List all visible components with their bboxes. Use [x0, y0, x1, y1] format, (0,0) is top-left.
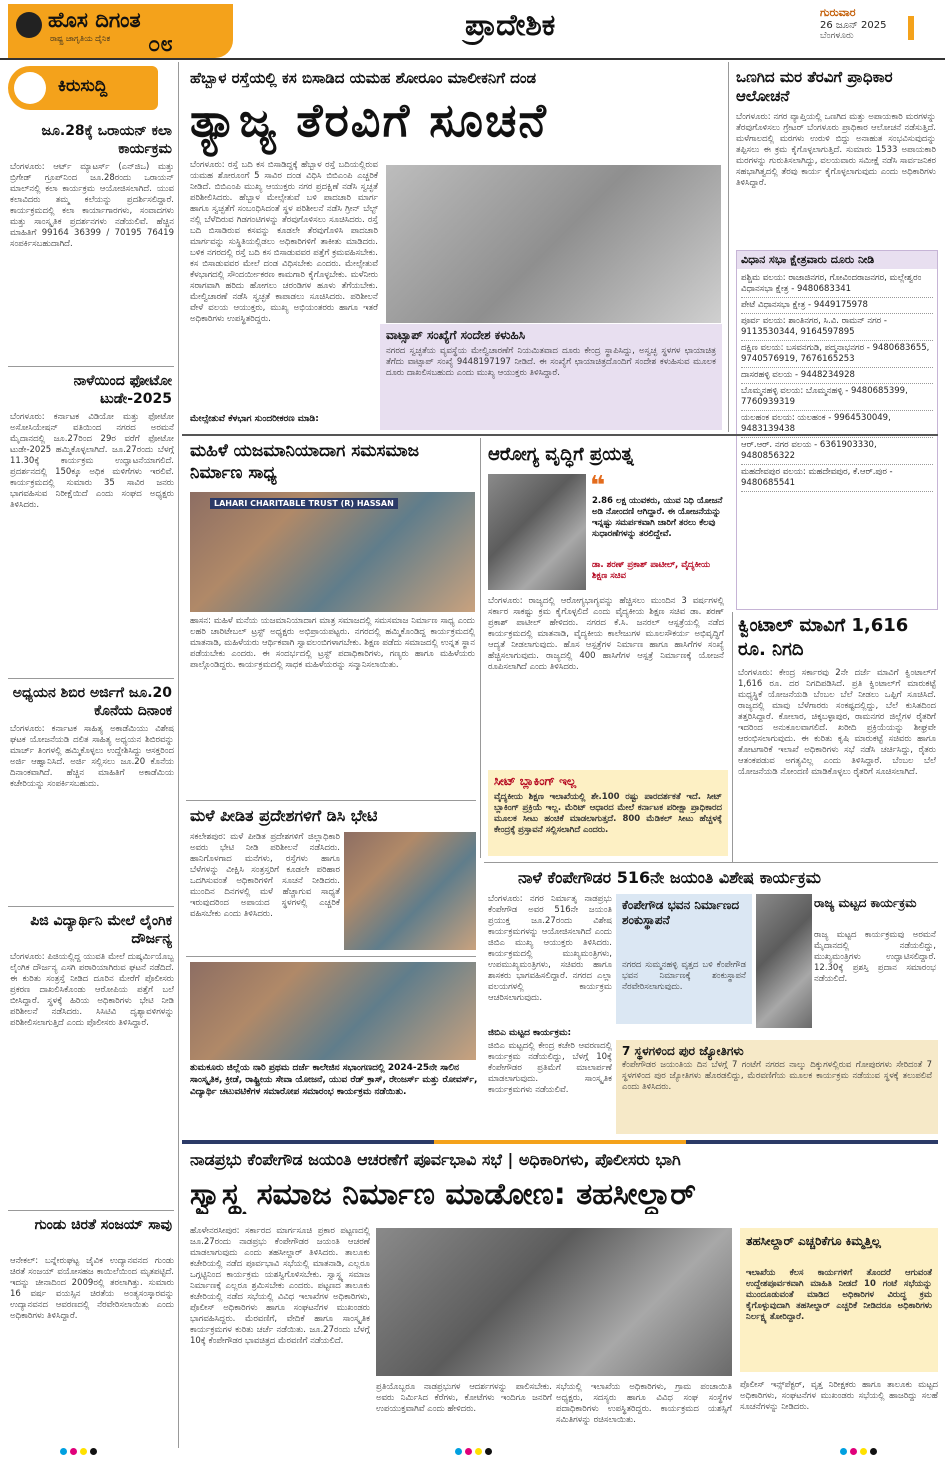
rain-body: ಸಕಲೇಶಪುರ: ಮಳೆ ಪೀಡಿತ ಪ್ರದೇಶಗಳಿಗೆ ಜಿಲ್ಲಾಧಿಕಾರಿ ಅವರು ಭೇಟಿ ನೀಡಿ ಪರಿಶೀಲನೆ ನಡೆಸಿದರು. ಹಾನಿಗೊಳಗಾದ ಮನೆಗಳು, ರಸ್ತೆಗಳು ಹಾಗೂ ಬೆಳೆಗಳನ್ನು ವೀಕ್ಷಿಸಿ ಸಂತ್ರಸ್ತರಿಗೆ ಕೂಡಲೇ ಪರಿಹಾರ ಒದಗಿಸುವಂತೆ ಅಧಿಕಾರಿಗಳಿಗೆ ಸೂಚನೆ ನೀಡಿದರು. ಮುಂದಿನ ದಿನಗಳಲ್ಲಿ ಮಳೆ ಹೆಚ್ಚಾಗುವ ಸಾಧ್ಯತೆ ಇರುವುದರಿಂದ ಅಪಾಯದ ಸ್ಥಳಗಳಲ್ಲಿ ಎಚ್ಚರಿಕೆ ವಹಿಸಬೇಕು ಎಂದು ತಿಳಿಸಿದರು. — [190, 832, 340, 919]
divider — [186, 800, 476, 801]
minister-quote — [590, 471, 726, 592]
complaint-box-title: ವಿಧಾನ ಸಭಾ ಕ್ಷೇತ್ರವಾರು ದೂರು ನೀಡಿ — [737, 251, 937, 269]
black-dot — [485, 1448, 492, 1455]
kempegowda-statue-photo — [756, 894, 812, 1028]
cyan-dot — [455, 1448, 462, 1455]
divider — [8, 366, 174, 367]
paper-tagline: ರಾಷ್ಟ್ರ ಜಾಗೃತಿಯ ದೈನಿಕ — [50, 34, 111, 43]
brief-4-title: ಪಿಜಿ ವಿದ್ಯಾರ್ಥಿನಿ ಮೇಲೆ ಲೈಂಗಿಕ ದೌರ್ಜನ್ಯ — [30, 913, 172, 947]
brief-1-title: ಜೂ.28ಕ್ಕೆ ಒರಾಯನ್ ಕಲಾ ಕಾರ್ಯಕ್ರಮ — [41, 123, 172, 157]
column-rule — [732, 612, 733, 862]
section-title: ಪ್ರಾದೇಶಿಕ — [465, 8, 556, 43]
college-caption: ತುಮಕೂರು ಜಿಲ್ಲೆಯ ನಾರಿ ಪ್ರಥಮ ದರ್ಜೆ ಕಾಲೇಜಿನ ಸಭಾಂಗಣದಲ್ಲಿ 2024-25ನೇ ಸಾಲಿನ ಸಾಂಸ್ಕೃತಿಕ, ಕ್ರೀಡೆ, ರಾಷ್ಟ್ರೀಯ ಸೇವಾ ಯೋಜನೆ, ಯುವ ರೆಡ್ ಕ್ರಾಸ್, ರೇಂಜರ್ಸ್ ಮತ್ತು ರೋವರ್ಸ್, ವಿದ್ಯಾರ್ಥಿ ಚಟುವಟಿಕೆಗಳ ಸಮಾರೋಪ ಸಮಾರಂಭ ಕಾರ್ಯಕ್ರಮ ನಡೆಯಿತು. — [190, 1063, 478, 1097]
divider — [8, 678, 174, 679]
brief-1-body: ಬೆಂಗಳೂರು: ಆರ್ಟ್ ಮ್ಯಾಟರ್ಸ್ (ಎನ್‌ಜಿಒ) ಮತ್ತು ಬ್ರಿಗೇಡ್ ಗ್ರೂಪ್‌ನಿಂದ ಜೂ.28ರಂದು ಒರಾಯನ್ ಮಾಲ್‌ನಲ್ಲಿ ಕಲಾ ಕಾರ್ಯಕ್ರಮ ಆಯೋಜಿಸಲಾಗಿದೆ. ಯುವ ಕಲಾವಿದರು ತಮ್ಮ ಕಲೆಯನ್ನು ಪ್ರದರ್ಶಿಸಲಿದ್ದಾರೆ. ಕಾರ್ಯಕ್ರಮದಲ್ಲಿ ಕಲಾ ಕಾರ್ಯಾಗಾರಗಳು, ಸಂವಾದಗಳು ಮತ್ತು ಸಾಂಸ್ಕೃತಿಕ ಪ್ರದರ್ಶನಗಳು ನಡೆಯಲಿವೆ. ಹೆಚ್ಚಿನ ಮಾಹಿತಿಗೆ 99164 36399 / 70195 76419 ಸಂಪರ್ಕಿಸಬಹುದಾಗಿದೆ. — [10, 162, 174, 249]
whatsapp-title: ವಾಟ್ಸಾಪ್ ಸಂಖ್ಯೆಗೆ ಸಂದೇಶ ಕಳುಹಿಸಿ — [386, 328, 526, 342]
jyothi-title: 7 ಸ್ಥಳಗಳಿಂದ ಪುರ ಜ್ಯೋತಿಗಳು — [622, 1044, 744, 1058]
seat-box-body: ವೈದ್ಯಕೀಯ ಶಿಕ್ಷಣ ಇಲಾಖೆಯಲ್ಲಿ ಶೇ.100 ರಷ್ಟು ಪಾರದರ್ಶಕತೆ ಇದೆ. ಸೀಟ್ ಬ್ಲಾಕಿಂಗ್ ಪ್ರಕ್ರಿಯೆ ಇಲ್ಲ. ಮೆರಿಟ್ ಆಧಾರದ ಮೇಲೆ ಕರ್ನಾಟಕ ಪರೀಕ್ಷಾ ಪ್ರಾಧಿಕಾರದ ಮೂಲಕ ಸೀಟು ಹಂಚಿಕೆ ಮಾಡಲಾಗುತ್ತದೆ. 800 ಮೆಡಿಕಲ್ ಸೀಟು ಹೆಚ್ಚಳಕ್ಕೆ ಕೇಂದ್ರಕ್ಕೆ ಪ್ರಸ್ತಾವನೆ ಸಲ್ಲಿಸಲಾಗಿದೆ ಎಂದರು. — [494, 792, 722, 835]
city-label: ಬೆಂಗಳೂರು — [820, 31, 854, 41]
complaint-row: ಪಶ್ಚಿಮ ವಲಯ: ರಾಜಾಜಿನಗರ, ಗೋವಿಂದರಾಜನಗರ, ಮಲ್ಲೇಶ್ವರಂ ವಿಧಾನಸಭಾ ಕ್ಷೇತ್ರ - 9480683341 — [741, 271, 933, 298]
arogya-body: ಬೆಂಗಳೂರು: ರಾಜ್ಯದಲ್ಲಿ ಆರೋಗ್ಯಭಾಗ್ಯವನ್ನು ಹೆಚ್ಚಿಸಲು ಮುಂದಿನ 3 ವರ್ಷಗಳಲ್ಲಿ ಸರ್ಕಾರ ಸಾಕಷ್ಟು ಕ್ರಮ ಕೈಗೊಳ್ಳಲಿದೆ ಎಂದು ವೈದ್ಯಕೀಯ ಶಿಕ್ಷಣ ಸಚಿವ ಡಾ. ಶರಣ್ ಪ್ರಕಾಶ್ ಪಾಟೀಲ್ ಹೇಳಿದರು. ನಗರದ ಕೆ.ಸಿ. ಜನರಲ್ ಆಸ್ಪತ್ರೆಯಲ್ಲಿ ನಡೆದ ಕಾರ್ಯಕ್ರಮದಲ್ಲಿ ಮಾತನಾಡಿ, ವೈದ್ಯಕೀಯ ಕಾಲೇಜುಗಳ ಮೂಲಸೌಕರ್ಯ ಅಭಿವೃದ್ಧಿಗೆ ಆದ್ಯತೆ ನೀಡಲಾಗುವುದು. ಹೊಸ ಆಸ್ಪತ್ರೆಗಳ ನಿರ್ಮಾಣ ಹಾಗೂ ಹಾಸಿಗೆಗಳ ಸಂಖ್ಯೆ ಹೆಚ್ಚಿಸಲಾಗುವುದು. ರಾಜ್ಯದಲ್ಲಿ 400 ಹಾಸಿಗೆಗಳ ಆಸ್ಪತ್ರೆ ನಿರ್ಮಾಣಕ್ಕೆ ಯೋಜನೆ ರೂಪಿಸಲಾಗಿದೆ ಎಂದು ತಿಳಿಸಿದರು. — [488, 596, 724, 672]
warning-body: ಇಲಾಖೆಯ ಕೆಲಸ ಕಾರ್ಯಗಳಿಗೆ ತೊಂದರೆ ಆಗುವಂತೆ ಉದ್ದೇಶಪೂರ್ವಕವಾಗಿ ಮಾಹಿತಿ ನೀಡದೆ 10 ಗಂಟೆ ಸಭೆಯನ್ನು ಮುಂದೂಡುವಂತೆ ಮಾಡಿದ ಅಧಿಕಾರಿಗಳ ವಿರುದ್ಧ ಕ್ರಮ ಕೈಗೊಳ್ಳುವುದಾಗಿ ತಹಸೀಲ್ದಾರ್ ಎಚ್ಚರಿಕೆ ನೀಡಿದರೂ ಅಧಿಕಾರಿಗಳು ನಿರ್ಲಕ್ಷ್ಯ ತೋರಿದ್ದಾರೆ. — [746, 1268, 932, 1322]
jyothi-body: ಕೆಂಪೇಗೌಡರ ಜಯಂತಿಯ ದಿನ ಬೆಳಗ್ಗೆ 7 ಗಂಟೆಗೆ ನಗರದ ನಾಲ್ಕು ದಿಕ್ಕುಗಳಲ್ಲಿರುವ ಗೋಪುರಗಳು ಸೇರಿದಂತೆ 7 ಸ್ಥಳಗಳಿಂದ ಪುರ ಜ್ಯೋತಿಗಳು ಹೊರಡಲಿದ್ದು, ಮೆರವಣಿಗೆಯ ಮೂಲಕ ಕಾರ್ಯಕ್ರಮ ನಡೆಯುವ ಸ್ಥಳಕ್ಕೆ ತಲುಪಲಿವೆ ಎಂದು ತಿಳಿಸಿದರು. — [622, 1060, 932, 1092]
color-bar-seg — [686, 1140, 938, 1144]
complaint-row: ಪೇಟೆ ವಿಧಾನಸಭಾ ಕ್ಷೇತ್ರ - 9449175978 — [741, 298, 933, 314]
brief-2-body: ಬೆಂಗಳೂರು: ಕರ್ನಾಟಕ ವಿಡಿಯೋ ಮತ್ತು ಫೋಟೋ ಅಸೋಸಿಯೇಷನ್ ವತಿಯಿಂದ ನಗರದ ಅರಮನೆ ಮೈದಾನದಲ್ಲಿ ಜೂ.27ರಿಂದ 29ರ ವರೆಗೆ ಫೋಟೋ ಟುಡೇ-2025 ಹಮ್ಮಿಕೊಳ್ಳಲಾಗಿದೆ. ಜೂ.27ರಂದು ಬೆಳಗ್ಗೆ 11.30ಕ್ಕೆ ಕಾರ್ಯಕ್ರಮ ಉದ್ಘಾಟನೆಯಾಗಲಿದೆ. ಪ್ರದರ್ಶನದಲ್ಲಿ 150ಕ್ಕೂ ಅಧಿಕ ಮಳಿಗೆಗಳು ಇರಲಿವೆ. ಕಾರ್ಯಕ್ರಮದಲ್ಲಿ ಸುಮಾರು 35 ಸಾವಿರ ಜನರು ಭಾಗವಹಿಸುವ ನಿರೀಕ್ಷೆಯಿದೆ ಎಂದು ಸಂಘದ ಅಧ್ಯಕ್ಷರು ತಿಳಿಸಿದರು. — [10, 412, 174, 510]
yellow-dot — [860, 1448, 867, 1455]
quote-icon: ❝ — [590, 471, 606, 501]
divider — [484, 862, 938, 863]
whatsapp-box — [380, 324, 722, 430]
quote-text: 2.86 ಲಕ್ಷ ಯುವಕರು, ಯುವ ನಿಧಿ ಯೋಜನೆ ಅಡಿ ನೋಂದಣಿ ಆಗಿದ್ದಾರೆ. ಈ ಯೋಜನೆಯನ್ನು ಇನ್ನಷ್ಟು ಸಮರ್ಪಕವಾಗಿ ಜಾರಿಗೆ ತರಲು ಕೆಲವು ಸುಧಾರಣೆಗಳನ್ನು ತರಲಿದ್ದೇವೆ. — [592, 496, 723, 539]
rain-title: ಮಳೆ ಪೀಡಿತ ಪ್ರದೇಶಗಳಿಗೆ ಡಿಸಿ ಭೇಟಿ — [190, 806, 378, 825]
brief-2-title: ನಾಳೆಯಿಂದ ಫೋಟೋ ಟುಡೇ-2025 — [73, 373, 172, 407]
yajamani-title: ಮಹಿಳೆ ಯಜಮಾನಿಯಾದಾಗ ಸಮಸಮಾಜ ನಿರ್ಮಾಣ ಸಾಧ್ಯ — [190, 441, 420, 483]
kirusuddi-label: ಕಿರುಸುದ್ದಿ — [58, 76, 108, 96]
bottom-body-3: ಪ್ರತಿಯೊಬ್ಬರೂ ನಾಡಪ್ರಭುಗಳ ಆದರ್ಶಗಳನ್ನು ಪಾಲಿಸಬೇಕು. ಅವರು ನಿರ್ಮಿಸಿದ ಕೆರೆಗಳು, ಕೋಟೆಗಳು ಇಂದಿಗೂ ಜನರಿಗೆ ಉಪಯುಕ್ತವಾಗಿವೆ ಎಂದು ಹೇಳಿದರು. — [376, 1382, 552, 1414]
yellow-dot — [80, 1448, 87, 1455]
column-rule — [728, 62, 729, 432]
kempegowda-title: ನಾಳೆ ಕೆಂಪೇಗೌಡರ 516ನೇ ಜಯಂತಿ ವಿಶೇಷ ಕಾರ್ಯಕ್ರಮ — [518, 868, 821, 887]
complaint-list — [737, 269, 937, 494]
kempegowda-body: ಬೆಂಗಳೂರು: ನಗರ ನಿರ್ಮಾತೃ ನಾಡಪ್ರಭು ಕೆಂಪೇಗೌಡ ಅವರ 516ನೇ ಜಯಂತಿ ಪ್ರಯುಕ್ತ ಜೂ.27ರಂದು ವಿಶೇಷ ಕಾರ್ಯಕ್ರಮಗಳನ್ನು ಆಯೋಜಿಸಲಾಗಿದೆ ಎಂದು ಜಿಬಿಎ ಮುಖ್ಯ ಆಯುಕ್ತರು ತಿಳಿಸಿದರು. ಕಾರ್ಯಕ್ರಮದಲ್ಲಿ ಮುಖ್ಯಮಂತ್ರಿಗಳು, ಉಪಮುಖ್ಯಮಂತ್ರಿಗಳು, ಸಚಿವರು ಹಾಗೂ ಶಾಸಕರು ಭಾಗವಹಿಸಲಿದ್ದಾರೆ. ನಗರದ ಎಲ್ಲಾ ವಲಯಗಳಲ್ಲಿ ಕಾರ್ಯಕ್ರಮ ಆಚರಿಸಲಾಗುವುದು. — [488, 894, 612, 1003]
whatsapp-body: ನಗರದ ಸ್ವಚ್ಛತೆಯ ವ್ಯವಸ್ಥೆಯ ಮೇಲ್ವಿಚಾರಣೆಗೆ ನಿಯಮಿತವಾದ ದೂರು ಕೇಂದ್ರ ಸ್ಥಾಪಿಸಿದ್ದು, ಅಸ್ವಚ್ಛ ಸ್ಥಳಗಳ ಛಾಯಾಚಿತ್ರ ತೆಗೆದು ವಾಟ್ಸಾಪ್ ಸಂಖ್ಯೆ 9448197197 ನೀಡಿದೆ. ಈ ಸಂಖ್ಯೆಗೆ ಛಾಯಾಚಿತ್ರದೊಂದಿಗೆ ಸಂದೇಶ ಕಳುಹಿಸುವ ಮೂಲಕ ದೂರು ದಾಖಲಿಸಬಹುದು ಎಂದು ಮುಖ್ಯ ಆಯುಕ್ತರು ತಿಳಿಸಿದ್ದಾರೆ. — [386, 346, 716, 378]
bottom-body-4: ಸಭೆಯಲ್ಲಿ ಇಲಾಖೆಯ ಅಧಿಕಾರಿಗಳು, ಗ್ರಾಮ ಪಂಚಾಯಿತಿ ಅಧ್ಯಕ್ಷರು, ಸದಸ್ಯರು ಹಾಗೂ ವಿವಿಧ ಸಂಘ ಸಂಸ್ಥೆಗಳ ಪದಾಧಿಕಾರಿಗಳು ಉಪಸ್ಥಿತರಿದ್ದರು. ಕಾರ್ಯಕ್ರಮದ ಯಶಸ್ಸಿಗೆ ಸಮಿತಿಗಳನ್ನು ರಚಿಸಲಾಯಿತು. — [556, 1382, 732, 1425]
newspaper-logo — [8, 4, 233, 58]
color-bar-seg — [182, 1140, 434, 1144]
lead-kicker: ಹೆಬ್ಬಾಳ ರಸ್ತೆಯಲ್ಲಿ ಕಸ ಬಿಸಾಡಿದ ಯಮಹ ಶೋರೂಂ ಮಾಲೀಕನಿಗೆ ದಂಡ — [190, 69, 537, 87]
yajamani-body: ಹಾಸನ: ಮಹಿಳೆ ಮನೆಯ ಯಜಮಾನಿಯಾದಾಗ ಮಾತ್ರ ಸಮಾಜದಲ್ಲಿ ಸಮಸಮಾಜ ನಿರ್ಮಾಣ ಸಾಧ್ಯ ಎಂದು ಲಹರಿ ಚಾರಿಟೇಬಲ್ ಟ್ರಸ್ಟ್ ಅಧ್ಯಕ್ಷರು ಅಭಿಪ್ರಾಯಪಟ್ಟರು. ನಗರದಲ್ಲಿ ಹಮ್ಮಿಕೊಂಡಿದ್ದ ಕಾರ್ಯಕ್ರಮದಲ್ಲಿ ಮಾತನಾಡಿ, ಮಹಿಳೆಯರು ಆರ್ಥಿಕವಾಗಿ ಸ್ವಾವಲಂಬಿಗಳಾಗಬೇಕು. ಶಿಕ್ಷಣ ಪಡೆದು ಸಮಾಜದಲ್ಲಿ ಉನ್ನತ ಸ್ಥಾನ ಪಡೆಯಬೇಕು ಎಂದರು. ಈ ಸಂದರ್ಭದಲ್ಲಿ ಟ್ರಸ್ಟ್ ಪದಾಧಿಕಾರಿಗಳು, ಗಣ್ಯರು ಹಾಗೂ ಮಹಿಳೆಯರು ಪಾಲ್ಗೊಂಡಿದ್ದರು. ಕಾರ್ಯಕ್ರಮದಲ್ಲಿ ಸಾಧಕ ಮಹಿಳೆಯರನ್ನು ಸನ್ಮಾನಿಸಲಾಯಿತು. — [190, 616, 475, 670]
college-event-photo — [190, 962, 476, 1060]
state-event-title: ರಾಜ್ಯ ಮಟ್ಟದ ಕಾರ್ಯಕ್ರಮ — [814, 896, 917, 910]
complaint-row: ಬೊಮ್ಮನಹಳ್ಳಿ ವಲಯ: ಬೊಮ್ಮನಹಳ್ಳಿ - 9480685399, 7760939319 — [741, 384, 933, 411]
cyan-dot — [840, 1448, 847, 1455]
bottom-body-1: ಹೊಳೇನರಸೀಪುರ: ಸರ್ಕಾರದ ಮಾರ್ಗಸೂಚಿ ಪ್ರಕಾರ ಪಟ್ಟಣದಲ್ಲಿ ಜೂ.27ರಂದು ನಾಡಪ್ರಭು ಕೆಂಪೇಗೌಡರ ಜಯಂತಿ ಆಚರಣೆ ಮಾಡಲಾಗುವುದು ಎಂದು ತಹಸೀಲ್ದಾರ್ ತಿಳಿಸಿದರು. ತಾಲೂಕು ಕಚೇರಿಯಲ್ಲಿ ನಡೆದ ಪೂರ್ವಭಾವಿ ಸಭೆಯಲ್ಲಿ ಮಾತನಾಡಿ, ಎಲ್ಲರೂ ಒಗ್ಗಟ್ಟಿನಿಂದ ಕಾರ್ಯಕ್ರಮ ಯಶಸ್ವಿಗೊಳಿಸಬೇಕು. ಸ್ವಾಸ್ಥ್ಯ ಸಮಾಜ ನಿರ್ಮಾಣಕ್ಕೆ ಎಲ್ಲರೂ ಶ್ರಮಿಸಬೇಕು ಎಂದರು. ಪಟ್ಟಣದ ತಾಲೂಕು ಕಚೇರಿಯಲ್ಲಿ ನಡೆದ ಸಭೆಯಲ್ಲಿ ವಿವಿಧ ಇಲಾಖೆಗಳ ಅಧಿಕಾರಿಗಳು, ಪೊಲೀಸ್ ಅಧಿಕಾರಿಗಳು ಹಾಗೂ ಸಂಘಟನೆಗಳ ಮುಖಂಡರು ಭಾಗವಹಿಸಿದ್ದರು. ಮೆರವಣಿಗೆ, ವೇದಿಕೆ ಹಾಗೂ ಸಾಂಸ್ಕೃತಿಕ ಕಾರ್ಯಕ್ರಮಗಳ ಕುರಿತು ಚರ್ಚೆ ನಡೆಯಿತು. ಜೂ.27ರಂದು ಬೆಳಗ್ಗೆ 10ಕ್ಕೆ ಕೆಂಪೇಗೌಡರ ಭಾವಚಿತ್ರದ ಮೆರವಣಿಗೆ ನಡೆಯಲಿದೆ. — [190, 1226, 370, 1346]
mango-body: ಬೆಂಗಳೂರು: ಕೇಂದ್ರ ಸರ್ಕಾರವು 2ನೇ ದರ್ಜೆ ಮಾವಿಗೆ ಕ್ವಿಂಟಾಲ್‌ಗೆ 1,616 ರೂ. ದರ ನಿಗದಿಪಡಿಸಿದೆ. ಪ್ರತಿ ಕ್ವಿಂಟಾಲ್‌ಗೆ ಮಾರುಕಟ್ಟೆ ಮಧ್ಯಸ್ಥಿಕೆ ಯೋಜನೆಯಡಿ ಬೆಂಬಲ ಬೆಲೆ ನೀಡಲು ಒಪ್ಪಿಗೆ ಸೂಚಿಸಿದೆ. ರಾಜ್ಯದಲ್ಲಿ ಮಾವು ಬೆಳೆಗಾರರು ಸಂಕಷ್ಟದಲ್ಲಿದ್ದು, ಬೆಲೆ ಕುಸಿತದಿಂದ ತತ್ತರಿಸಿದ್ದಾರೆ. ಕೋಲಾರ, ಚಿಕ್ಕಬಳ್ಳಾಪುರ, ರಾಮನಗರ ಜಿಲ್ಲೆಗಳ ರೈತರಿಗೆ ಇದರಿಂದ ಅನುಕೂಲವಾಗಲಿದೆ. ಖರೀದಿ ಪ್ರಕ್ರಿಯೆಯನ್ನು ಶೀಘ್ರವೇ ಆರಂಭಿಸಲಾಗುವುದು. ಈ ಕುರಿತು ಕೃಷಿ ಮಾರುಕಟ್ಟೆ ಸಚಿವರು ಹಾಗೂ ತೋಟಗಾರಿಕೆ ಇಲಾಖೆ ಅಧಿಕಾರಿಗಳು ಸಭೆ ನಡೆಸಿ ಚರ್ಚಿಸಿದ್ದು, ರೈತರು ಆತಂಕಪಡುವ ಅಗತ್ಯವಿಲ್ಲ ಎಂದು ತಿಳಿಸಿದ್ದಾರೆ. ಬೆಂಬಲ ಬೆಲೆ ಯೋಜನೆಯಡಿ ನೋಂದಣಿ ಮಾಡಿಕೊಳ್ಳಲು ರೈತರಿಗೆ ಸೂಚಿಸಲಾಗಿದೆ. — [738, 668, 936, 777]
cyan-dot — [60, 1448, 67, 1455]
bhavana-box — [616, 894, 752, 1024]
bottom-kicker: ನಾಡಪ್ರಭು ಕೆಂಪೇಗೌಡ ಜಯಂತಿ ಆಚರಣೆಗೆ ಪೂರ್ವಭಾವಿ ಸಭೆ | ಅಧಿಕಾರಿಗಳು, ಪೊಲೀಸರು ಭಾಗಿ — [190, 1150, 681, 1169]
complaint-row: ಯಲಹಂಕ ವಲಯ: ಯಲಹಂಕ - 9964530049, 9483139438 — [741, 411, 933, 438]
divider — [8, 906, 174, 907]
section-divider — [182, 434, 938, 436]
lead-subhead: ಮೇಲ್ಸೇತುವೆ ಕೆಳಭಾಗ ಸುಂದರೀಕರಣ ಮಾಡಿ: — [190, 414, 319, 424]
kempegowda-body-2: ಜಿಬಿಎ ಮಟ್ಟದಲ್ಲಿ ಕೇಂದ್ರ ಕಚೇರಿ ಆವರಣದಲ್ಲಿ ಕಾರ್ಯಕ್ರಮ ನಡೆಯಲಿದ್ದು, ಬೆಳಗ್ಗೆ 10ಕ್ಕೆ ಕೆಂಪೇಗೌಡರ ಪ್ರತಿಮೆಗೆ ಮಾಲಾರ್ಪಣೆ ಮಾಡಲಾಗುವುದು. ಸಾಂಸ್ಕೃತಿಕ ಕಾರ್ಯಕ್ರಮಗಳು ನಡೆಯಲಿವೆ. — [488, 1041, 612, 1095]
brief-5-body: ಆನೇಕಲ್: ಬನ್ನೇರುಘಟ್ಟ ಜೈವಿಕ ಉದ್ಯಾನವನದ ಗುಂಡು ಚಿರತೆ ಸಂಜಯ್ ವಯೋಸಹಜ ಕಾಯಿಲೆಯಿಂದ ಮೃತಪಟ್ಟಿದೆ. ಇದನ್ನು ಚೀನಾದಿಂದ 2009ರಲ್ಲಿ ತರಲಾಗಿತ್ತು. ಸುಮಾರು 16 ವರ್ಷ ವಯಸ್ಸಿನ ಚಿರತೆಯ ಅಂತ್ಯಸಂಸ್ಕಾರವನ್ನು ಉದ್ಯಾನವನದ ಆವರಣದಲ್ಲಿ ನೆರವೇರಿಸಲಾಯಿತು ಎಂದು ಅಧಿಕಾರಿಗಳು ತಿಳಿಸಿದ್ದಾರೆ. — [10, 1256, 174, 1321]
complaint-row: ಮಹದೇವಪುರ ವಲಯ: ಮಹದೇವಪುರ, ಕೆ.ಆರ್.ಪುರ - 9480685541 — [741, 465, 933, 492]
brief-5-title: ಗುಂಡು ಚಿರತೆ ಸಂಜಯ್ ಸಾವು — [34, 1217, 172, 1233]
warning-title: ತಹಸೀಲ್ದಾರ್ ಎಚ್ಚರಿಕೆಗೂ ಕಿಮ್ಮತ್ತಿಲ್ಲ — [746, 1234, 881, 1248]
column-rule — [480, 438, 481, 858]
garbage-photo — [386, 165, 721, 323]
bhavana-title: ಕೆಂಪೇಗೌಡ ಭವನ ನಿರ್ಮಾಣದ ಶಂಕುಸ್ಥಾಪನೆ — [622, 898, 740, 927]
yellow-dot — [475, 1448, 482, 1455]
trust-banner: LAHARI CHARITABLE TRUST (R) HASSAN — [210, 498, 398, 509]
bhavana-body: ನಗರದ ಸುಮ್ಮನಹಳ್ಳಿ ವೃತ್ತದ ಬಳಿ ಕೆಂಪೇಗೌಡ ಭವನ ನಿರ್ಮಾಣಕ್ಕೆ ಶಂಕುಸ್ಥಾಪನೆ ನೆರವೇರಿಸಲಾಗುವುದು. — [622, 960, 746, 992]
seat-box-title: ಸೀಟ್ ಬ್ಲಾಕಿಂಗ್ ಇಲ್ಲ — [494, 774, 577, 788]
color-bar — [182, 1140, 938, 1144]
magenta-dot — [465, 1448, 472, 1455]
bottom-body-5: ಪೊಲೀಸ್ ಇನ್ಸ್‌ಪೆಕ್ಟರ್, ವೃತ್ತ ನಿರೀಕ್ಷಕರು ಹಾಗೂ ತಾಲೂಕು ಮಟ್ಟದ ಅಧಿಕಾರಿಗಳು, ಸಂಘಟನೆಗಳ ಮುಖಂಡರು ಸಭೆಯಲ್ಲಿ ಹಾಜರಿದ್ದು ಸಲಹೆ ಸೂಚನೆಗಳನ್ನು ನೀಡಿದರು. — [740, 1380, 938, 1412]
minister-photo — [488, 474, 586, 590]
complaint-row: ಆರ್.ಆರ್. ನಗರ ವಲಯ - 6361903330, 9480856322 — [741, 438, 933, 465]
kirusuddi-banner — [8, 66, 158, 110]
complaint-box — [736, 250, 938, 610]
lead-headline: ತ್ಯಾಜ್ಯ ತೆರವಿಗೆ ಸೂಚನೆ — [190, 93, 548, 147]
meeting-photo — [376, 1228, 732, 1376]
emblem-icon — [16, 12, 42, 38]
divider — [8, 1210, 174, 1211]
accent-bar — [908, 16, 914, 40]
date-label: 26 ಜೂನ್ 2025 — [820, 20, 887, 31]
magenta-dot — [850, 1448, 857, 1455]
black-dot — [90, 1448, 97, 1455]
quote-author: ಡಾ. ಶರಣ್ ಪ್ರಕಾಶ್ ಪಾಟೀಲ್, ವೈದ್ಯಕೀಯ ಶಿಕ್ಷಣ ಸಚಿವ — [592, 560, 711, 581]
warning-box — [740, 1228, 938, 1372]
tree-story-title: ಒಣಗಿದ ಮರ ತೆರವಿಗೆ ಪ್ರಾಧಿಕಾರ ಆಲೋಚನೆ — [736, 68, 893, 105]
lead-body-1: ಬೆಂಗಳೂರು: ರಸ್ತೆ ಬದಿ ಕಸ ಬಿಸಾಡಿದ್ದಕ್ಕೆ ಹೆಬ್ಬಾಳ ರಸ್ತೆ ಬದಿಯಲ್ಲಿರುವ ಯಮಹ ಶೋರೂಂಗೆ 5 ಸಾವಿರ ದಂಡ ವಿಧಿಸಿ ಬಿಬಿಎಂಪಿ ಎಚ್ಚರಿಕೆ ನೀಡಿದೆ. ಬಿಬಿಎಂಪಿ ಮುಖ್ಯ ಆಯುಕ್ತರು ನಗರ ಪ್ರದಕ್ಷಿಣೆ ನಡೆಸಿ ಸ್ವಚ್ಛತೆ ಪರಿಶೀಲಿಸಿದರು. ಹೆಬ್ಬಾಳ ಮೇಲ್ಸೇತುವೆ ಬಳಿ ಪಾದಚಾರಿ ಮಾರ್ಗ ಹಾಗೂ ಸ್ವಚ್ಛತೆಗೆ ಸಂಬಂಧಿಸಿದಂತೆ ಸ್ಥಳ ಪರಿಶೀಲನೆ ನಡೆಸಿ ಗ್ರೀನ್ ಬೆಲ್ಟ್ ನಲ್ಲಿ ಬೆಳೆದಿರುವ ಗಿಡಗಂಟಿಗಳನ್ನು ತೆರವುಗೊಳಿಸಲು ಸೂಚಿಸಿದರು. ರಸ್ತೆ ಬದಿ ಬಿಸಾಡಿರುವ ಕಸವನ್ನು ಕೂಡಲೇ ತೆರವುಗೊಳಿಸಿ ಪಾದಚಾರಿ ಮಾರ್ಗವನ್ನು ಸುಸ್ಥಿತಿಯಲ್ಲಿಡಲು ಅಧಿಕಾರಿಗಳಿಗೆ ತಾಕೀತು ಮಾಡಿದರು. ಬಳಿಕ ನಗರದಲ್ಲಿ ರಸ್ತೆ ಬದಿ ಕಸ ಬಿಸಾಡುವವರ ಪತ್ತೆಗೆ ಕ್ರಮವಹಿಸಬೇಕು. ಕಸ ಬಿಸಾಡುವವರ ಮೇಲೆ ದಂಡ ವಿಧಿಸಬೇಕು ಎಂದರು. ಮೇಲ್ಸೇತುವೆ ಕೆಳಭಾಗದಲ್ಲಿ ಸೌಂದರ್ಯೀಕರಣ ಕಾಮಗಾರಿ ಕೈಗೊಳ್ಳಬೇಕು. ಮಳೆನೀರು ಸರಾಗವಾಗಿ ಹರಿದು ಹೋಗಲು ಚರಂಡಿಗಳ ಹೂಳು ತೆಗೆಯಬೇಕು. ಮೇಲ್ವಿಚಾರಣೆ ನಡೆಸಿ ಸ್ವಚ್ಛತೆ ಕಾಪಾಡಲು ಸೂಚಿಸಿದರು. ಪರಿಶೀಲನೆ ವೇಳೆ ವಲಯ ಆಯುಕ್ತರು, ಮುಖ್ಯ ಅಭಿಯಂತರರು ಹಾಗೂ ಇತರೆ ಅಧಿಕಾರಿಗಳು ಉಪಸ್ಥಿತರಿದ್ದರು. — [190, 160, 378, 324]
hand-icon — [14, 72, 46, 104]
dc-visit-photo — [344, 832, 476, 950]
day-label: ಗುರುವಾರ — [820, 6, 856, 19]
state-event-body: ರಾಜ್ಯ ಮಟ್ಟದ ಕಾರ್ಯಕ್ರಮವು ಅರಮನೆ ಮೈದಾನದಲ್ಲಿ ನಡೆಯಲಿದ್ದು, ಮುಖ್ಯಮಂತ್ರಿಗಳು ಉದ್ಘಾಟಿಸಲಿದ್ದಾರೆ. 12.30ಕ್ಕೆ ಪ್ರಶಸ್ತಿ ಪ್ರದಾನ ಸಮಾರಂಭ ನಡೆಯಲಿದೆ. — [814, 930, 936, 984]
trust-group-photo — [190, 492, 475, 612]
jyothi-box — [616, 1040, 938, 1134]
page-number: ೦೮ — [148, 32, 173, 57]
column-rule — [178, 62, 179, 1448]
complaint-row: ದಕ್ಷಿಣ ವಲಯ: ಬಸವನಗುಡಿ, ಪದ್ಮನಾಭನಗರ - 9480683655, 9740576919, 7676165253 — [741, 341, 933, 368]
magenta-dot — [70, 1448, 77, 1455]
masthead — [0, 0, 945, 60]
paper-name: ಹೊಸ ದಿಗಂತ — [48, 8, 141, 32]
black-dot — [870, 1448, 877, 1455]
brief-3-body: ಬೆಂಗಳೂರು: ಕರ್ನಾಟಕ ಸಾಹಿತ್ಯ ಅಕಾಡೆಮಿಯು ವಿಶೇಷ ಘಟಕ ಯೋಜನೆಯಡಿ ದಲಿತ ಸಾಹಿತ್ಯ ಅಧ್ಯಯನ ಶಿಬಿರವನ್ನು ಮಾರ್ಚ್ ತಿಂಗಳಲ್ಲಿ ಹಮ್ಮಿಕೊಳ್ಳಲು ಉದ್ದೇಶಿಸಿದ್ದು ಆಸಕ್ತರಿಂದ ಅರ್ಜಿ ಆಹ್ವಾನಿಸಿದೆ. ಅರ್ಜಿ ಸಲ್ಲಿಸಲು ಜೂ.20 ಕೊನೆಯ ದಿನಾಂಕವಾಗಿದೆ. ಹೆಚ್ಚಿನ ಮಾಹಿತಿಗೆ ಅಕಾಡೆಮಿಯ ಕಚೇರಿಯನ್ನು ಸಂಪರ್ಕಿಸಬಹುದು. — [10, 724, 174, 789]
divider — [186, 956, 476, 957]
tree-story-body: ಬೆಂಗಳೂರು: ನಗರ ವ್ಯಾಪ್ತಿಯಲ್ಲಿ ಒಣಗಿದ ಮತ್ತು ಅಪಾಯಕಾರಿ ಮರಗಳನ್ನು ತೆರವುಗೊಳಿಸಲು ಗ್ರೇಟರ್ ಬೆಂಗಳೂರು ಪ್ರಾಧಿಕಾರ ಆಲೋಚನೆ ನಡೆಸುತ್ತಿದೆ. ಮಳೆಗಾಲದಲ್ಲಿ ಮರಗಳು ಉರುಳಿ ಬಿದ್ದು ಅನಾಹುತ ಸಂಭವಿಸುವುದನ್ನು ತಪ್ಪಿಸಲು ಈ ಕ್ರಮ ಕೈಗೊಳ್ಳಲಾಗುತ್ತಿದೆ. ಸುಮಾರು 1533 ಅಪಾಯಕಾರಿ ಮರಗಳನ್ನು ಗುರುತಿಸಲಾಗಿದ್ದು, ವಲಯವಾರು ಸಮೀಕ್ಷೆ ನಡೆಸಿ ಸಾರ್ವಜನಿಕರ ಸಹಭಾಗಿತ್ವದಲ್ಲಿ ತೆರವು ಕಾರ್ಯ ಕೈಗೊಳ್ಳಲಾಗುವುದು ಎಂದು ಅಧಿಕಾರಿಗಳು ತಿಳಿಸಿದ್ದಾರೆ. — [736, 112, 936, 188]
complaint-row: ದಾಸರಹಳ್ಳಿ ವಲಯ - 9448234928 — [741, 368, 933, 384]
kempegowda-subhead: ಜಿಬಿಎ ಮಟ್ಟದ ಕಾರ್ಯಕ್ರಮ: — [488, 1028, 572, 1038]
arogya-title: ಆರೋಗ್ಯ ವೃದ್ಧಿಗೆ ಪ್ರಯತ್ನ — [488, 444, 634, 465]
mango-title: ಕ್ವಿಂಟಾಲ್ ಮಾವಿಗೆ 1,616 ರೂ. ನಿಗದಿ — [738, 615, 909, 660]
complaint-row: ಪೂರ್ವ ವಲಯ: ಶಾಂತಿನಗರ, ಸಿ.ವಿ. ರಾಮನ್ ನಗರ - 9113530344, 9164597895 — [741, 314, 933, 341]
brief-4-body: ಬೆಂಗಳೂರು: ಪಿಜಿಯಲ್ಲಿದ್ದ ಯುವತಿ ಮೇಲೆ ದುಷ್ಕರ್ಮಿಯೊಬ್ಬ ಲೈಂಗಿಕ ದೌರ್ಜನ್ಯ ಎಸಗಿ ಪರಾರಿಯಾಗಿರುವ ಘಟನೆ ನಡೆದಿದೆ. ಈ ಕುರಿತು ಸಂತ್ರಸ್ತೆ ನೀಡಿದ ದೂರಿನ ಮೇರೆಗೆ ಪೊಲೀಸರು ಪ್ರಕರಣ ದಾಖಲಿಸಿಕೊಂಡು ಆರೋಪಿಯ ಪತ್ತೆಗೆ ಬಲೆ ಬೀಸಿದ್ದಾರೆ. ಸ್ಥಳಕ್ಕೆ ಹಿರಿಯ ಅಧಿಕಾರಿಗಳು ಭೇಟಿ ನೀಡಿ ಪರಿಶೀಲನೆ ನಡೆಸಿದರು. ಸಿಸಿಟಿವಿ ದೃಶ್ಯಾವಳಿಗಳನ್ನು ಪರಿಶೀಲಿಸಲಾಗುತ್ತಿದೆ ಎಂದು ಪೊಲೀಸರು ತಿಳಿಸಿದ್ದಾರೆ. — [10, 952, 174, 1028]
masthead-rule — [0, 58, 945, 60]
color-bar-seg — [434, 1140, 686, 1144]
state-event-box — [814, 894, 938, 1034]
brief-3-title: ಅಧ್ಯಯನ ಶಿಬಿರ ಅರ್ಜಿಗೆ ಜೂ.20 ಕೊನೆಯ ದಿನಾಂಕ — [12, 685, 172, 719]
bottom-headline: ಸ್ವಾಸ್ಥ್ಯ ಸಮಾಜ ನಿರ್ಮಾಣ ಮಾಡೋಣ: ತಹಸೀಲ್ದಾರ್ — [190, 1177, 696, 1212]
seat-blocking-box — [488, 770, 728, 856]
